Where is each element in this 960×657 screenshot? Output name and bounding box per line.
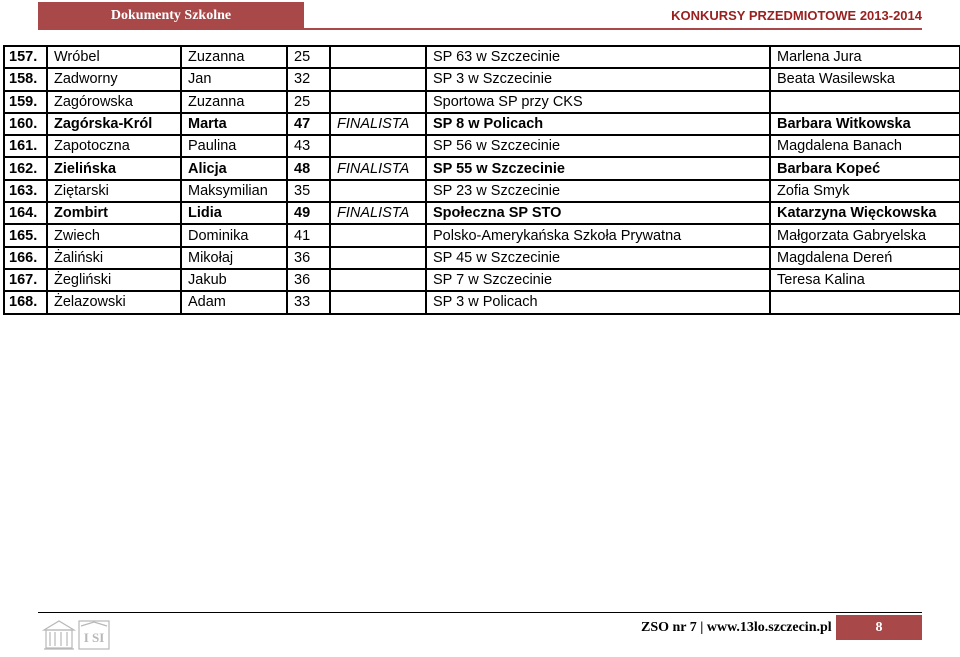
points-cell: 49 <box>287 202 330 224</box>
school-cell: SP 63 w Szczecinie <box>426 46 770 68</box>
surname-cell: Żegliński <box>47 269 181 291</box>
teacher-cell <box>770 91 960 113</box>
first-name-cell: Adam <box>181 291 287 313</box>
school-cell: Sportowa SP przy CKS <box>426 91 770 113</box>
first-name-cell: Lidia <box>181 202 287 224</box>
table-row <box>4 180 960 202</box>
points-cell: 48 <box>287 157 330 179</box>
results-table-body <box>4 46 960 314</box>
points-cell: 36 <box>287 247 330 269</box>
status-cell <box>330 135 426 157</box>
page-header <box>38 2 922 30</box>
first-name-cell: Jan <box>181 68 287 90</box>
status-cell: FINALISTA <box>330 202 426 224</box>
teacher-cell: Magdalena Dereń <box>770 247 960 269</box>
points-cell: 35 <box>287 180 330 202</box>
surname-cell: Zapotoczna <box>47 135 181 157</box>
teacher-cell: Teresa Kalina <box>770 269 960 291</box>
teacher-cell: Magdalena Banach <box>770 135 960 157</box>
footer-divider <box>38 612 922 613</box>
table-row <box>4 224 960 246</box>
points-cell: 33 <box>287 291 330 313</box>
status-cell <box>330 180 426 202</box>
school-building-icon <box>42 618 112 652</box>
status-cell <box>330 224 426 246</box>
first-name-cell: Maksymilian <box>181 180 287 202</box>
logo-monogram: I SI <box>83 630 105 645</box>
table-row <box>4 291 960 313</box>
table-row <box>4 247 960 269</box>
first-name-cell: Mikołaj <box>181 247 287 269</box>
teacher-cell: Barbara Witkowska <box>770 113 960 135</box>
surname-cell: Zwiech <box>47 224 181 246</box>
surname-cell: Wróbel <box>47 46 181 68</box>
surname-cell: Zielińska <box>47 157 181 179</box>
header-divider <box>304 28 922 30</box>
points-cell: 32 <box>287 68 330 90</box>
header-title: Dokumenty Szkolne <box>38 2 304 30</box>
teacher-cell: Katarzyna Więckowska <box>770 202 960 224</box>
teacher-cell: Zofia Smyk <box>770 180 960 202</box>
status-cell <box>330 247 426 269</box>
surname-cell: Zadworny <box>47 68 181 90</box>
table-row <box>4 46 960 68</box>
school-cell: SP 55 w Szczecinie <box>426 157 770 179</box>
row-number-cell: 165. <box>4 224 47 246</box>
row-number-cell: 158. <box>4 68 47 90</box>
first-name-cell: Dominika <box>181 224 287 246</box>
points-cell: 36 <box>287 269 330 291</box>
teacher-cell: Barbara Kopeć <box>770 157 960 179</box>
first-name-cell: Zuzanna <box>181 46 287 68</box>
table-row <box>4 68 960 90</box>
header-section-title: KONKURSY PRZEDMIOTOWE 2013-2014 <box>671 8 922 23</box>
school-cell: SP 3 w Policach <box>426 291 770 313</box>
first-name-cell: Paulina <box>181 135 287 157</box>
status-cell: FINALISTA <box>330 157 426 179</box>
table-row <box>4 91 960 113</box>
first-name-cell: Jakub <box>181 269 287 291</box>
page-number: 8 <box>836 615 922 640</box>
table-row <box>4 269 960 291</box>
status-cell <box>330 269 426 291</box>
school-cell: Społeczna SP STO <box>426 202 770 224</box>
teacher-cell: Małgorzata Gabryelska <box>770 224 960 246</box>
row-number-cell: 160. <box>4 113 47 135</box>
table-row <box>4 202 960 224</box>
teacher-cell: Beata Wasilewska <box>770 68 960 90</box>
points-cell: 47 <box>287 113 330 135</box>
status-cell: FINALISTA <box>330 113 426 135</box>
school-cell: SP 23 w Szczecinie <box>426 180 770 202</box>
surname-cell: Ziętarski <box>47 180 181 202</box>
table-row <box>4 157 960 179</box>
row-number-cell: 164. <box>4 202 47 224</box>
school-logos <box>42 618 112 652</box>
results-table <box>3 45 960 315</box>
points-cell: 25 <box>287 91 330 113</box>
row-number-cell: 166. <box>4 247 47 269</box>
school-cell: SP 45 w Szczecinie <box>426 247 770 269</box>
surname-cell: Żelazowski <box>47 291 181 313</box>
school-cell: SP 3 w Szczecinie <box>426 68 770 90</box>
status-cell <box>330 46 426 68</box>
row-number-cell: 167. <box>4 269 47 291</box>
status-cell <box>330 91 426 113</box>
school-cell: SP 7 w Szczecinie <box>426 269 770 291</box>
surname-cell: Zagórowska <box>47 91 181 113</box>
row-number-cell: 162. <box>4 157 47 179</box>
points-cell: 41 <box>287 224 330 246</box>
row-number-cell: 163. <box>4 180 47 202</box>
row-number-cell: 168. <box>4 291 47 313</box>
school-cell: SP 8 w Policach <box>426 113 770 135</box>
status-cell <box>330 68 426 90</box>
first-name-cell: Marta <box>181 113 287 135</box>
surname-cell: Zagórska-Król <box>47 113 181 135</box>
table-row <box>4 113 960 135</box>
row-number-cell: 161. <box>4 135 47 157</box>
school-cell: SP 56 w Szczecinie <box>426 135 770 157</box>
surname-cell: Zombirt <box>47 202 181 224</box>
points-cell: 43 <box>287 135 330 157</box>
row-number-cell: 159. <box>4 91 47 113</box>
table-row <box>4 135 960 157</box>
row-number-cell: 157. <box>4 46 47 68</box>
teacher-cell <box>770 291 960 313</box>
teacher-cell: Marlena Jura <box>770 46 960 68</box>
first-name-cell: Alicja <box>181 157 287 179</box>
points-cell: 25 <box>287 46 330 68</box>
school-cell: Polsko-Amerykańska Szkoła Prywatna <box>426 224 770 246</box>
surname-cell: Żaliński <box>47 247 181 269</box>
status-cell <box>330 291 426 313</box>
first-name-cell: Zuzanna <box>181 91 287 113</box>
footer-site-text: ZSO nr 7 | www.13lo.szczecin.pl <box>641 620 832 635</box>
